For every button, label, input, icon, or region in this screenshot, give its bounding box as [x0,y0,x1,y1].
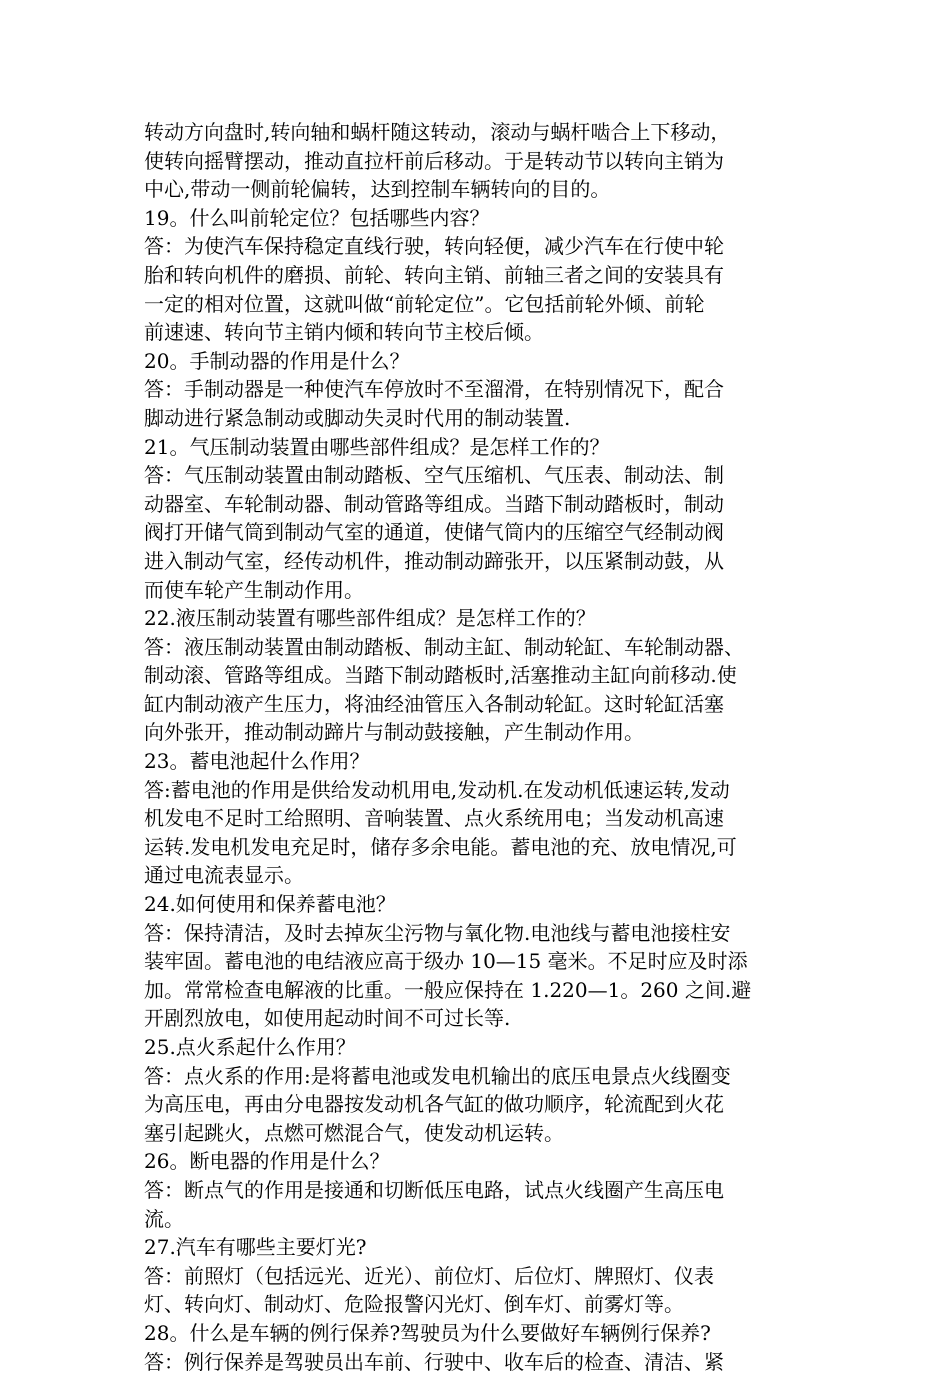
text-line: 答：前照灯（包括远光、近光）、前位灯、后位灯、牌照灯、仪表 [144,1263,714,1288]
text-line: 为高压电，再由分电器按发动机各气缸的做功顺序，轮流配到火花 [144,1092,724,1117]
text-line: 而使车轮产生制动作用。 [144,577,364,602]
question-heading: 23。蓄电池起什么作用？ [144,749,370,774]
document-body [144,118,812,1376]
text-line: 答:蓄电池的作用是供给发动机用电,发动机.在发动机低速运转,发动 [144,777,730,802]
text-line: 答：液压制动装置由制动踏板、制动主缸、制动轮缸、车轮制动器、 [144,634,744,659]
text-line: 前速速、转向节主销内倾和转向节主校后倾。 [144,320,544,345]
text-line: 答：点火系的作用:是将蓄电池或发电机输出的底压电景点火线圈变 [144,1063,731,1088]
question-heading: 24.如何使用和保养蓄电池？ [144,892,396,917]
text-line: 动器室、车轮制动器、制动管路等组成。当踏下制动踏板时，制动 [144,491,724,516]
text-line: 进入制动气室，经传动机件，推动制动蹄张开，以压紧制动鼓，从 [144,548,724,573]
text-line: 机发电不足时工给照明、音响装置、点火系统用电；当发动机高速 [144,806,724,831]
question-heading: 22.液压制动装置有哪些部件组成？是怎样工作的？ [144,606,596,631]
text-line: 答：手制动器是一种使汽车停放时不至溜滑，在特别情况下，配合 [144,377,724,402]
text-line: 通过电流表显示。 [144,863,304,888]
question-heading: 27.汽车有哪些主要灯光? [144,1235,367,1260]
text-line: 一定的相对位置，这就叫做“前轮定位”。它包括前轮外倾、前轮 [144,291,705,316]
question-heading: 28。什么是车辆的例行保养?驾驶员为什么要做好车辆例行保养? [144,1320,711,1345]
text-line: 缸内制动液产生压力，将油经油管压入各制动轮缸。这时轮缸活塞 [144,691,724,716]
text-line: 向外张开，推动制动蹄片与制动鼓接触，产生制动作用。 [144,720,644,745]
text-line: 答：断点气的作用是接通和切断低压电路，试点火线圈产生高压电 [144,1177,724,1202]
text-line: 流。 [144,1206,184,1231]
text-line: 运转.发电机发电充足时，储存多余电能。蓄电池的充、放电情况,可 [144,834,737,859]
text-line: 阀打开储气筒到制动气室的通道，使储气筒内的压缩空气经制动阀 [144,520,724,545]
text-line: 脚动进行紧急制动或脚动失灵时代用的制动装置. [144,405,571,430]
text-line: 答：例行保养是驾驶员出车前、行驶中、收车后的检查、清洁、紧 [144,1349,724,1374]
text-line: 答：为使汽车保持稳定直线行驶，转向轻便，减少汽车在行使中轮 [144,234,724,259]
text-line: 塞引起跳火，点燃可燃混合气，使发动机运转。 [144,1120,564,1145]
text-line: 加。常常检查电解液的比重。一般应保持在 1.220—1。260 之间.避 [144,977,752,1002]
text-line: 胎和转向机件的磨损、前轮、转向主销、前轴三者之间的安装具有 [144,262,724,287]
text-line: 使转向摇臂摆动，推动直拉杆前后移动。于是转动节以转向主销为 [144,148,724,173]
text-line: 灯、转向灯、制动灯、危险报警闪光灯、倒车灯、前雾灯等。 [144,1292,684,1317]
text-line: 答：气压制动装置由制动踏板、空气压缩机、气压表、制动法、制 [144,463,724,488]
text-line: 开剧烈放电，如使用起动时间不可过长等. [144,1006,511,1031]
text-line: 制动滚、管路等组成。当踏下制动踏板时,活塞推动主缸向前移动.使 [144,663,737,688]
text-line: 转动方向盘时,转向轴和蜗杆随这转动，滚动与蜗杆啮合上下移动， [144,120,731,144]
question-heading: 20。手制动器的作用是什么？ [144,348,410,373]
question-heading: 19。什么叫前轮定位？包括哪些内容？ [144,205,490,230]
question-heading: 25.点火系起什么作用？ [144,1035,356,1059]
text-line: 中心,带动一侧前轮偏转，达到控制车辆转向的目的。 [144,177,611,202]
text-line: 装牢固。蓄电池的电结液应高于级办 10—15 毫米。不足时应及时添 [144,949,748,974]
question-heading: 21。气压制动装置由哪些部件组成？是怎样工作的？ [144,434,610,459]
question-heading: 26。断电器的作用是什么？ [144,1149,390,1174]
text-line: 答：保持清洁，及时去掉灰尘污物与氧化物.电池线与蓄电池接柱安 [144,920,731,945]
